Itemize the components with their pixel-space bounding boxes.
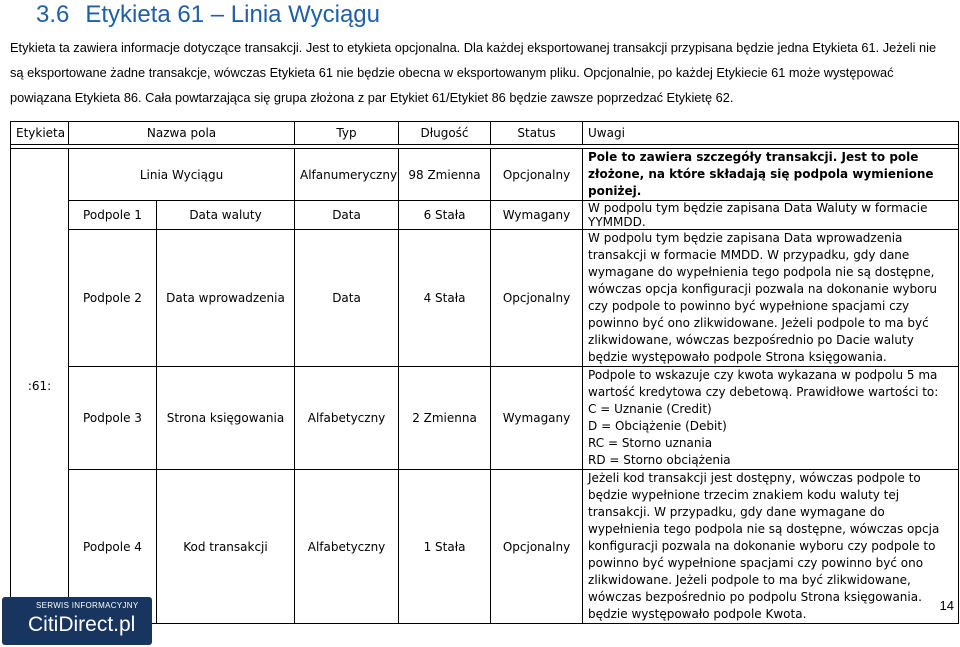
table-row	[11, 367, 959, 470]
header-length: Długość	[399, 122, 491, 145]
subfield-length: 6 Stała	[399, 201, 491, 230]
subfield-type: Alfabetyczny	[295, 470, 399, 624]
section-heading	[36, 1, 380, 29]
header-status: Status	[491, 122, 583, 145]
subfield-name: Kod transakcji	[157, 470, 295, 624]
main-notes: Pole to zawiera szczegóły transakcji. Jest to pole złożone, na które składają się podpola wymienione poniżej.	[583, 149, 959, 201]
subfield-label: Podpole 1	[69, 201, 157, 230]
subfield-notes: W podpolu tym będzie zapisana Data wprowadzenia transakcji w formacie MMDD. W przypadku, gdy dane wymagane do wypełnienia tego podpola nie są dostępne, wówczas opcja konfiguracji pozwala na dokonanie wyboru czy podpole to powinno być wypełnione spacjami czy powinno być ono zlikwidowane. Jeżeli podpole to ma być zlikwidowane, wówczas bezpośrednio po Dacie waluty będzie występowało podpole Strona księgowania.	[583, 230, 959, 367]
subfield-name: Strona księgowania	[157, 367, 295, 470]
notes-line: C = Uznanie (Credit)	[588, 402, 712, 416]
section-title: Etykieta 61 – Linia Wyciągu	[85, 1, 380, 28]
subfield-notes	[583, 367, 959, 470]
field-spec-table	[10, 121, 959, 624]
main-field-name: Linia Wyciągu	[69, 149, 295, 201]
subfield-length: 4 Stała	[399, 230, 491, 367]
table-row	[11, 201, 959, 230]
subfield-name: Data waluty	[157, 201, 295, 230]
subfield-length: 1 Stała	[399, 470, 491, 624]
section-number: 3.6	[36, 1, 70, 28]
table-row	[11, 230, 959, 367]
subfield-type: Data	[295, 230, 399, 367]
table-row-main	[11, 149, 959, 201]
subfield-label: Podpole 4	[69, 470, 157, 624]
subfield-type: Data	[295, 201, 399, 230]
header-notes: Uwagi	[583, 122, 959, 145]
intro-line-1: Etykieta ta zawiera informacje dotyczące transakcji. Jest to etykieta opcjonalna. Dla każdej eksportowanej transakcji przypisana będzie jedna Etykieta 61. Jeżeli nie	[10, 40, 937, 55]
subfield-status: Opcjonalny	[491, 230, 583, 367]
subfield-name: Data wprowadzenia	[157, 230, 295, 367]
subfield-label: Podpole 3	[69, 367, 157, 470]
notes-line: Podpole to wskazuje czy kwota wykazana w podpolu 5 ma wartość kredytowa czy debetową. Prawidłowe wartości to:	[588, 368, 939, 399]
table-row	[11, 470, 959, 624]
intro-line-2b: Opcjonalnie, po każdej Etykiecie 61 może występować	[579, 65, 894, 80]
header-field-name: Nazwa pola	[69, 122, 295, 145]
intro-line-2a: są eksportowane żadne transakcje, wówczas Etykieta 61 nie będzie obecna w eksportowanym pliku.	[10, 65, 580, 80]
table-header-row	[11, 122, 959, 145]
main-type: Alfanumeryczny	[295, 149, 399, 201]
intro-line-2	[10, 60, 955, 85]
page-number: 14	[939, 598, 954, 613]
header-type: Typ	[295, 122, 399, 145]
main-status: Opcjonalny	[491, 149, 583, 201]
notes-line: RC = Storno uznania	[588, 436, 713, 450]
logo-tagline: SERWIS INFORMACYJNY	[36, 601, 139, 610]
subfield-status: Wymagany	[491, 201, 583, 230]
citidirect-logo	[2, 597, 152, 645]
notes-line: D = Obciążenie (Debit)	[588, 419, 727, 433]
subfield-length: 2 Zmienna	[399, 367, 491, 470]
intro-paragraph	[10, 35, 955, 110]
main-length: 98 Zmienna	[399, 149, 491, 201]
tag-cell: :61:	[11, 149, 69, 624]
header-tag: Etykieta	[11, 122, 69, 145]
notes-line: RD = Storno obciążenia	[588, 453, 731, 467]
intro-line-3: powiązana Etykieta 86. Cała powtarzająca się grupa złożona z par Etykiet 61/Etykiet 86 będzie zawsze poprzedzać Etykietę 62.	[10, 90, 734, 105]
logo-wordmark: CitiDirect.pl	[28, 613, 136, 636]
subfield-notes: W podpolu tym będzie zapisana Data Waluty w formacie YYMMDD.	[583, 201, 959, 230]
subfield-label: Podpole 2	[69, 230, 157, 367]
subfield-status: Wymagany	[491, 367, 583, 470]
subfield-type: Alfabetyczny	[295, 367, 399, 470]
subfield-status: Opcjonalny	[491, 470, 583, 624]
subfield-notes: Jeżeli kod transakcji jest dostępny, wówczas podpole to będzie wypełnione trzecim znakiem kodu waluty tej transakcji. W przypadku, gdy dane wymagane do wypełnienia tego podpola nie są dostępne, wówczas opcja konfiguracji pozwala na dokonanie wyboru czy podpole to powinno być wypełnione spacjami czy powinno być ono zlikwidowane. Jeżeli podpole to ma być zlikwidowane, wówczas bezpośrednio po podpolu Strona księgowania. będzie występowało podpole Kwota.	[583, 470, 959, 624]
